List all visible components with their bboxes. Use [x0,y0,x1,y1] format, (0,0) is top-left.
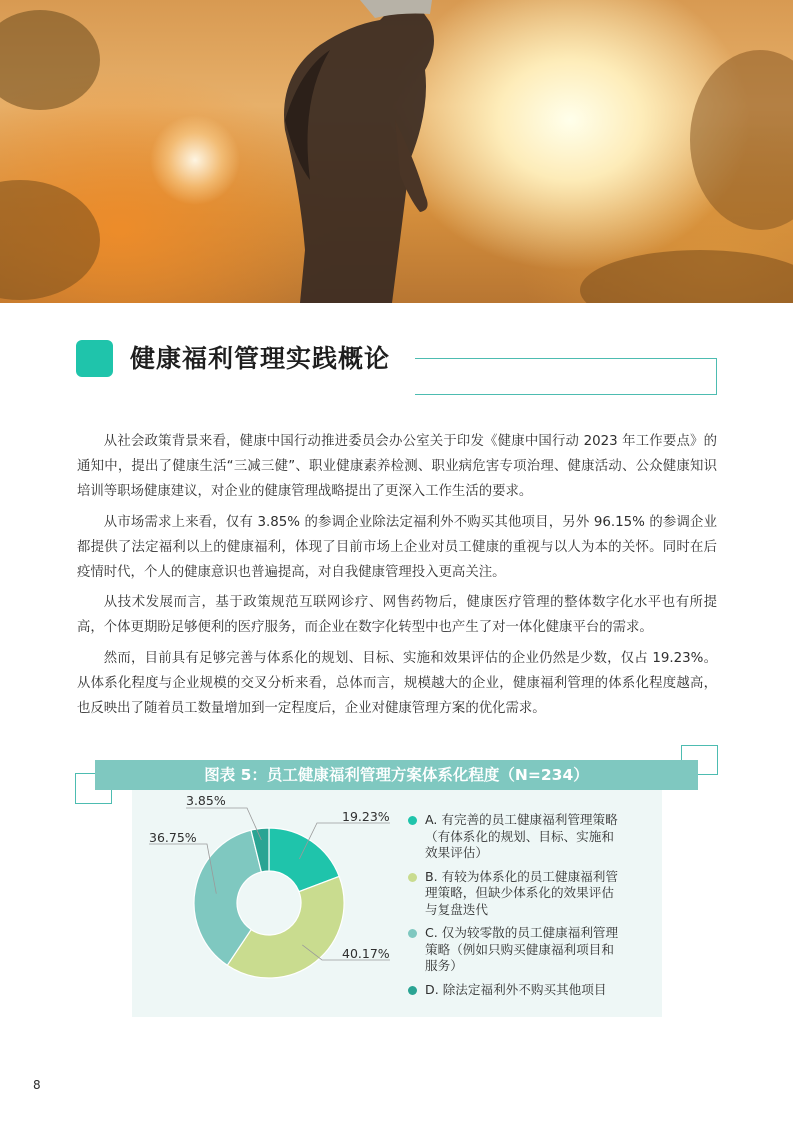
chart-legend [408,812,653,1005]
legend-swatch-slice-d [408,986,417,995]
data-label-slice-d: 3.85% [186,793,226,808]
legend-swatch-slice-b [408,873,417,882]
legend-text: B. 有较为体系化的员工健康福利管 [425,868,618,884]
legend-swatch-slice-a [408,816,417,825]
legend-item-slice-c [408,925,653,975]
legend-item-slice-a [408,812,653,862]
data-label-slice-c: 36.75% [149,830,197,845]
donut-chart [132,790,402,1017]
figure-title: 图表 5：员工健康福利管理方案体系化程度（N=234） [95,760,698,790]
legend-text: （有体系化的规划、目标、实施和 [425,828,614,844]
legend-text: 服务） [425,958,463,973]
hero-photo [0,0,793,303]
paragraph-policy: 从社会政策背景来看，健康中国行动推进委员会办公室关于印发《健康中国行动 2023 年工作要点》的通知中，提出了健康生活“三减三健”、职业健康素养检测、职业病危害专项治理、健康活动、公众健康知识培训等职场健康建议，对企业的健康管理战略提出了更深入工作生活的要求。 [77,434,717,499]
paragraph-technology: 从技术发展而言，基于政策规范互联网诊疗、网售药物后，健康医疗管理的整体数字化水平也有所提高，个体更期盼足够便利的医疗服务，而企业在数字化转型中也产生了对一体化健康平台的需求。 [77,595,717,635]
data-label-slice-a: 19.23% [342,809,390,824]
legend-text: 策略（例如只购买健康福利项目和 [425,941,614,957]
data-label-slice-b: 40.17% [342,946,390,961]
legend-text: 理策略，但缺少体系化的效果评估 [425,885,614,900]
legend-text: C. 仅为较零散的员工健康福利管理 [425,925,619,940]
runner-silhouette [0,0,793,303]
heading-decorative-frame [415,358,717,395]
legend-item-slice-d [408,982,653,999]
legend-item-slice-b [408,869,653,919]
legend-text: A. 有完善的员工健康福利管理策略 [425,812,618,827]
legend-text: 与复盘迭代 [425,901,488,917]
page-number: 8 [33,1078,41,1092]
legend-swatch-slice-c [408,929,417,938]
legend-text: 效果评估） [425,845,488,860]
paragraph-conclusion: 然而，目前具有足够完善与体系化的规划、目标、实施和效果评估的企业仍然是少数，仅占 19.23%。从体系化程度与企业规模的交叉分析来看，总体而言，规模越大的企业，健康福利管理的体系化程度越高，也反映出了随着员工数量增加到一定程度后，企业对健康管理方案的优化需求。 [77,651,717,716]
heading-accent-square [76,340,113,377]
legend-text: D. 除法定福利外不购买其他项目 [425,981,607,997]
section-title: 健康福利管理实践概论 [130,344,391,373]
paragraph-market: 从市场需求上来看，仅有 3.85% 的参调企业除法定福利外不购买其他项目，另外 96.15% 的参调企业都提供了法定福利以上的健康福利，体现了目前市场上企业对员工健康的重视与以人为本的关怀。同时在后疫情时代，个人的健康意识也普遍提高，对自我健康管理投入更高关注。 [77,515,717,580]
